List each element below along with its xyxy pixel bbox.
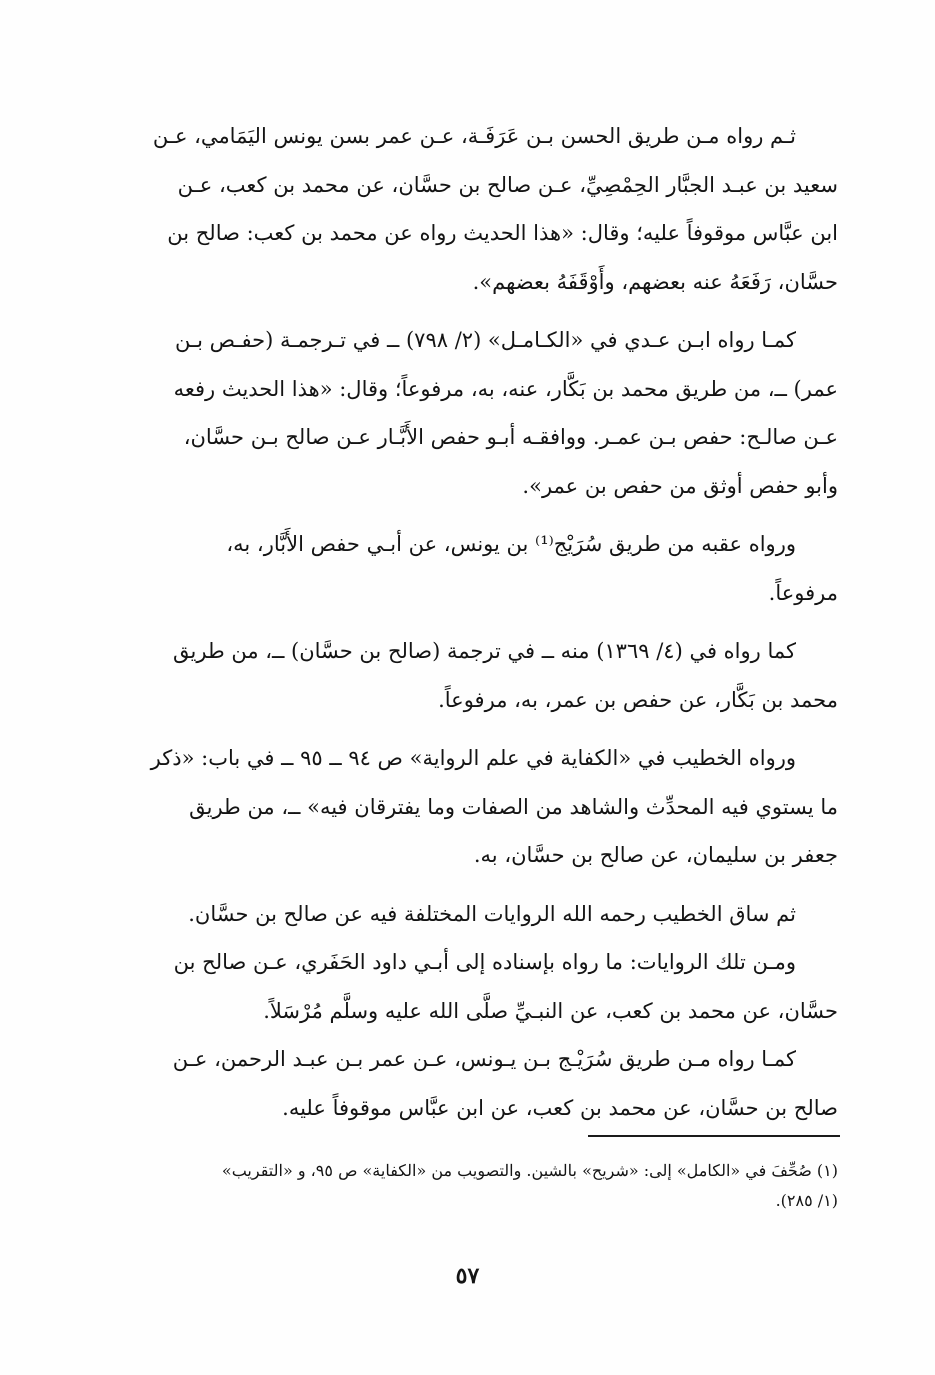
paragraph-6: ثم ساق الخطيب رحمه الله الروايات المختلفة فيه عن صالح بن حسَّان. <box>188 901 796 926</box>
paragraph-8: كمـا رواه مـن طريق سُرَيْـج بـن يـونس، عـن عمر بـن عبـد الرحمن، عـن صالح بن حسَّان، عن محمد بن كعب، عن ابن عبَّاس موقوفاً عليه. <box>172 1047 838 1120</box>
footnote: (١) صُحِّفَ في «الكامل» إلى: «شريح» بالشين. والتصويب من «الكفاية» ص ٩٥، و «التقريب» (١/ ٢٨٥). <box>221 1161 838 1210</box>
paragraph-1: ثـم رواه مـن طريق الحسن بـن عَرَفَـة، عـن عمر بسن يونس اليَمَامي، عـن سعيد بن عبـد الجبَّار الحِمْصِيِّ، عـن صالح بن حسَّان، عن محمد بن كعب، عـن ابن عبَّاس موقوفاً عليه؛ وقال: «هذا الحديث رواه عن محمد بن كعب: صالح بن حسَّان، رَفَعَهُ عنه بعضهم، وأَوْقَفَهُ بعضهم». <box>152 124 838 294</box>
footnote-divider <box>588 1135 840 1137</box>
paragraph-5: ورواه الخطيب في «الكفاية في علم الرواية» ص ٩٤ ــ ٩٥ ــ في باب: «ذكر ما يستوي فيه المحدِّث والشاهد من الصفات وما يفترقان فيه» ــ، من طريق جعفر بن سليمان، عن صالح بن حسَّان، به. <box>150 746 838 867</box>
main-text <box>93 112 838 1132</box>
paragraph-2: كمـا رواه ابـن عـدي في «الكـامـل» (٢/ ٧٩٨) ــ في تـرجمـة (حفـص بـن عمر) ــ، من طريق محمد بن بَكَّار، عنه، به، مرفوعاً؛ وقال: «هذا الحديث رفعه عـن صالـح: حفص بـن عمـر. ووافقـه أبـو حفص الأَبَّـار عـن صالح بـن حسَّان، وأبو حفص أوثق من حفص بن عمر». <box>173 328 838 498</box>
paragraph-7: ومـن تلك الروايات: ما رواه بإسناده إلى أبـي داود الحَفَري، عـن صالح بن حسَّان، عن محمد بن كعب، عن النبـيِّ صلَّى الله عليه وسلَّم مُرْسَلاً. <box>173 950 838 1023</box>
paragraph-4: كما رواه في (٤/ ١٣٦٩) منه ــ في ترجمة (صالح بن حسَّان) ــ، من طريق محمد بن بَكَّار، عن حفص بن عمر، به، مرفوعاً. <box>173 639 838 712</box>
page-number: ٥٧ <box>455 1263 480 1289</box>
paragraph-3: ورواه عقبه من طريق سُرَيْج⁽¹⁾ بن يونس، عن أبـي حفص الأَبَّار، به، مرفوعاً. <box>226 532 838 605</box>
